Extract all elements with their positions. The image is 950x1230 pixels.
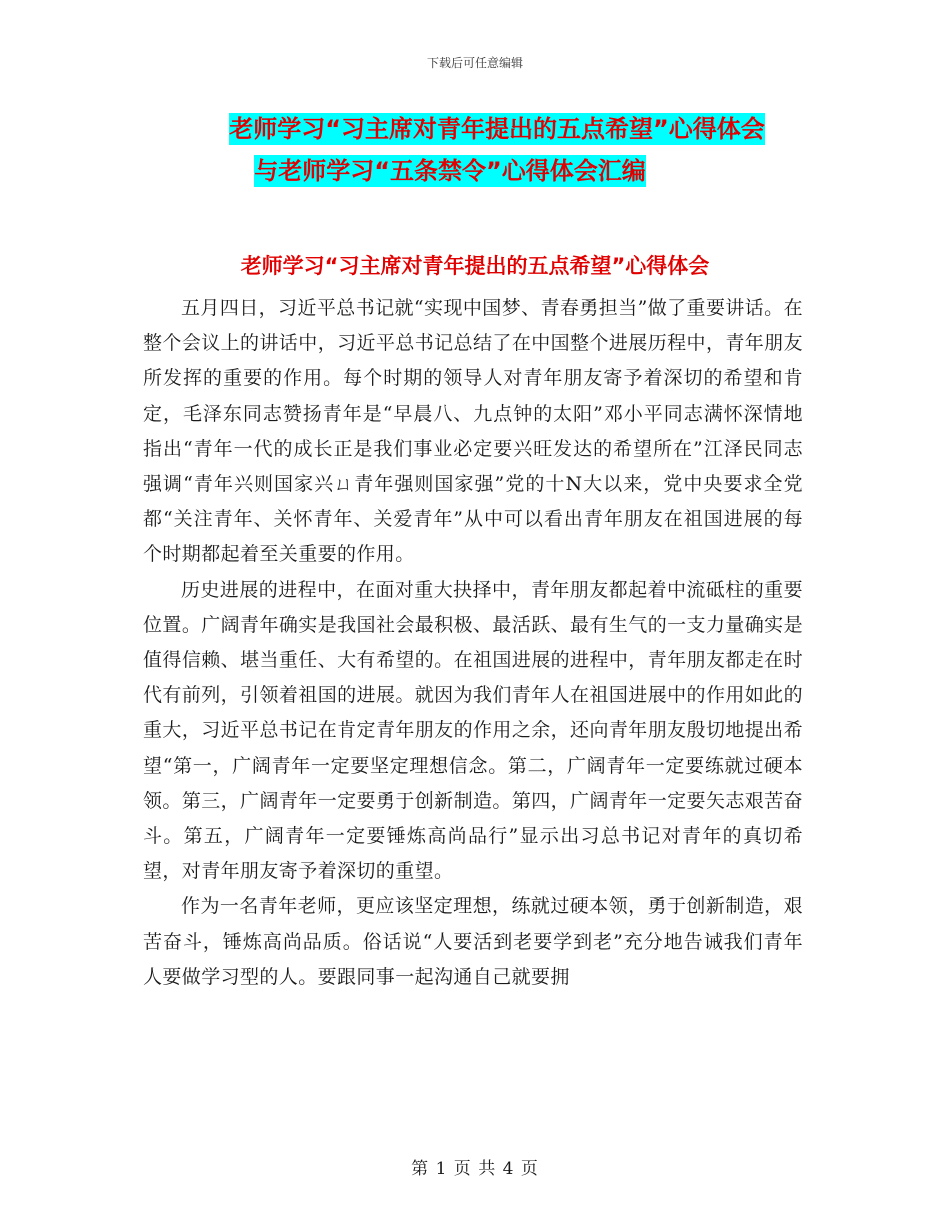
document-title <box>0 108 950 192</box>
section-title: 老师学习“习主席对青年提出的五点希望”心得体会 <box>240 254 710 278</box>
title-line-1 <box>44 108 950 150</box>
paragraph-3: 作为一名青年老师，更应该坚定理想，练就过硬本领，勇于创新制造，艰苦奋斗，锤炼高尚品质。俗话说“人要活到老要学到老”充分地告诫我们青年人要做学习型的人。要跟同事一起沟通自己就要拥 <box>143 895 803 988</box>
header-note: 下载后可任意编辑 <box>426 56 523 70</box>
paragraph-1: 五月四日，习近平总书记就“实现中国梦、青春勇担当”做了重要讲话。在整个会议上的讲话中，习近平总书记总结了在中国整个进展历程中，青年朋友所发挥的重要的作用。每个时期的领导人对青年朋友寄予着深切的希望和肯定，毛泽东同志赞扬青年是“早晨八、九点钟的太阳”邓小平同志满怀深情地指出“青年一代的成长正是我们事业必定要兴旺发达的希望所在”江泽民同志强调“青年兴则国家兴ㄩ青年强则国家强”党的十N大以来，党中央要求全党都“关注青年、关怀青年、关爱青年”从中可以看出青年朋友在祖国进展的每个时期都起着至关重要的作用。 <box>143 297 803 566</box>
body-text <box>143 291 803 995</box>
paragraph-2: 历史进展的进程中，在面对重大抉择中，青年朋友都起着中流砥柱的重要位置。广阔青年确实是我国社会最积极、最活跃、最有生气的一支力量确实是值得信赖、堪当重任、大有希望的。在祖国进展的进程中，青年朋友都走在时代有前列，引领着祖国的进展。就因为我们青年人在祖国进展中的作用如此的重大，习近平总书记在肯定青年朋友的作用之余，还向青年朋友殷切地提出希望“第一，广阔青年一定要坚定理想信念。第二，广阔青年一定要练就过硬本领。第三，广阔青年一定要勇于创新制造。第四，广阔青年一定要矢志艰苦奋斗。第五，广阔青年一定要锤炼高尚品行”显示出习总书记对青年的真切希望，对青年朋友寄予着深切的重望。 <box>143 578 803 883</box>
title-line-2 <box>0 150 950 192</box>
title-line-1-text: 老师学习“习主席对青年提出的五点希望”心得体会 <box>229 115 765 143</box>
page-number-footer: 第 1 页 共 4 页 <box>411 1159 539 1179</box>
title-line-2-text: 与老师学习“五条禁令”心得体会汇编 <box>254 157 646 185</box>
